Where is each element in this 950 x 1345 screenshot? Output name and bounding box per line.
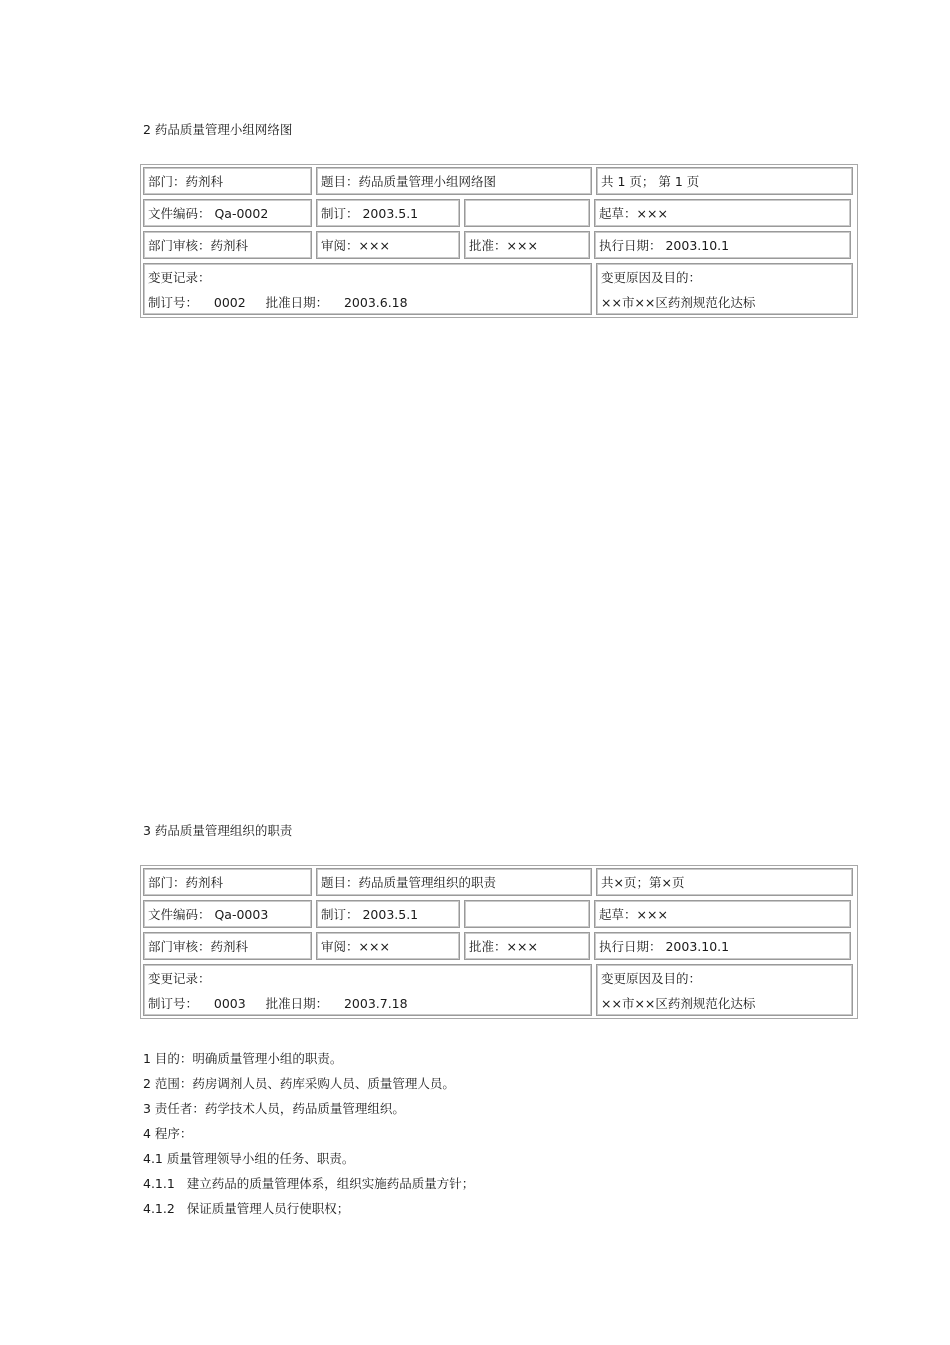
change-log-label: 变更记录： [148, 970, 211, 986]
effective-date-cell: 执行日期： 2003.10.1 [594, 932, 851, 960]
change-reason-label: 变更原因及目的： [601, 269, 702, 285]
change-reason-cell [596, 263, 853, 315]
blank-cell [464, 199, 590, 227]
document-control-table [140, 164, 858, 318]
doc-code-cell: 文件编码： Qa-0003 [143, 900, 312, 928]
review-cell: 审阅：××× [316, 932, 460, 960]
revised-cell: 制订： 2003.5.1 [316, 900, 460, 928]
section-heading: 2 药品质量管理小组网络图 [143, 122, 293, 137]
revised-cell: 制订： 2003.5.1 [316, 199, 460, 227]
effective-date-cell: 执行日期： 2003.10.1 [594, 231, 851, 259]
change-log-cell [143, 263, 592, 315]
change-log-label: 变更记录： [148, 269, 211, 285]
change-reason-value: ××市××区药剂规范化达标 [601, 995, 756, 1011]
change-reason-cell [596, 964, 853, 1016]
document-control-table [140, 865, 858, 1019]
change-log-value: 制订号： 0003 批准日期： 2003.7.18 [148, 995, 408, 1011]
dept-cell: 部门：药剂科 [143, 167, 312, 195]
subject-cell: 题目：药品质量管理小组网络图 [316, 167, 592, 195]
review-cell: 审阅：××× [316, 231, 460, 259]
doc-code-cell: 文件编码： Qa-0002 [143, 199, 312, 227]
section-heading: 3 药品质量管理组织的职责 [143, 823, 293, 838]
change-reason-value: ××市××区药剂规范化达标 [601, 294, 756, 310]
approve-cell: 批准：××× [464, 932, 590, 960]
blank-cell [464, 900, 590, 928]
subject-cell: 题目：药品质量管理组织的职责 [316, 868, 592, 896]
dept-review-cell: 部门审核：药剂科 [143, 231, 312, 259]
draft-cell: 起草：××× [594, 900, 851, 928]
change-log-cell [143, 964, 592, 1016]
body-line: 3 责任者：药学技术人员，药品质量管理组织。 [143, 1101, 405, 1116]
change-reason-label: 变更原因及目的： [601, 970, 702, 986]
dept-review-cell: 部门审核：药剂科 [143, 932, 312, 960]
dept-cell: 部门：药剂科 [143, 868, 312, 896]
pages-cell: 共 1 页； 第 1 页 [596, 167, 853, 195]
body-line: 4.1.1 建立药品的质量管理体系，组织实施药品质量方针； [143, 1176, 475, 1191]
body-line: 4.1 质量管理领导小组的任务、职责。 [143, 1151, 355, 1166]
change-log-value: 制订号： 0002 批准日期： 2003.6.18 [148, 294, 408, 310]
body-line: 2 范围：药房调剂人员、药库采购人员、质量管理人员。 [143, 1076, 455, 1091]
body-line: 4 程序： [143, 1126, 193, 1141]
draft-cell: 起草：××× [594, 199, 851, 227]
pages-cell: 共×页；第×页 [596, 868, 853, 896]
approve-cell: 批准：××× [464, 231, 590, 259]
body-line: 4.1.2 保证质量管理人员行使职权； [143, 1201, 350, 1216]
body-line: 1 目的：明确质量管理小组的职责。 [143, 1051, 343, 1066]
